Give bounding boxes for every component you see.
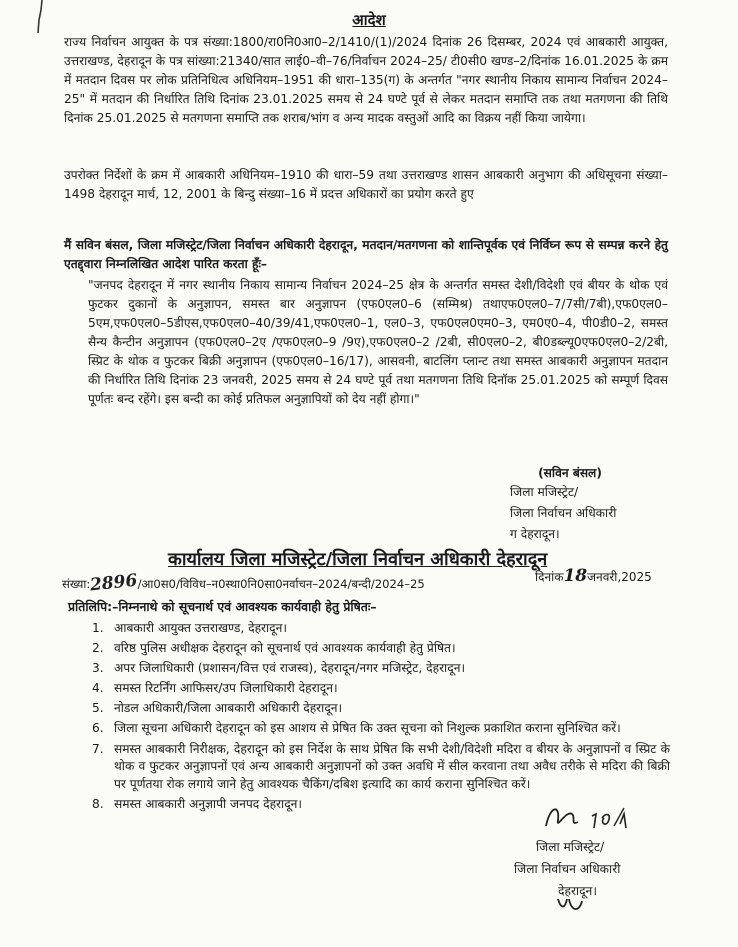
signature-block-2-designation	[514, 836, 664, 902]
designation-line-3: ग देहरादून।	[510, 527, 560, 541]
list-item-number: 8.	[92, 796, 104, 811]
list-item-text: समस्त आबकारी अनुज्ञापी जनपद देहरादून।	[114, 796, 303, 811]
paragraph-authority: उपरोक्त निर्देशों के क्रम में आबकारी अधिनियम–1910 की धारा–59 तथा उत्तराखण्ड शासन आबकारी अनुभाग की अधिसूचना संख्या–1498 देहरादून मार्च, 12, 2001 के बिन्दु संख्या–16 में प्रदत्त अधिकारों का प्रयोग करते हुए	[64, 168, 668, 201]
list-item-text: आबकारी आयुक्त उत्तराखण्ड, देहरादून।	[114, 621, 288, 635]
list-item	[92, 620, 670, 638]
document-title: आदेश	[352, 11, 386, 29]
list-item-text: वरिष्ठ पुलिस अधीक्षक देहरादून को सूचनार्थ एवं आवश्यक कार्यवाही हेतु प्रेषित।	[114, 641, 456, 656]
paragraph-reference: राज्य निर्वाचन आयुक्त के पत्र संख्या:1800/रा0नि0आ0–2/1410/(1)/2024 दिनांक 26 दिसम्बर, 2024 एवं आबकारी आयुक्त, उत्तराखण्ड, देहरादून के पत्र सांख्या:21340/सात लाई0–वी–76/निर्वाचन 2024–25/ टी0सी0 खण्ड–2/दिनांक 16.01.2025 के क्रम में मतदान दिवस पर लोक प्रतिनिधित्व अधिनियम–1951 की धारा–135(ग) के अन्तर्गत "नगर स्थानीय निकाय सामान्य निर्वाचन 2024–25" में मतदान की निर्धारित तिथि दिनांक 23.01.2025 समय से 24 घण्टे पूर्व से लेकर मतदान समाप्ति तक तथा मतगणना की तिथि दिनांक 25.01.2025 से मतगणना समाप्ति तक शराब/भांग व अन्य मादक वस्तुओं आदि का विक्रय नहीं किया जायेगा।	[64, 35, 668, 125]
date-day: 18	[563, 566, 588, 586]
list-item	[92, 640, 670, 658]
office-title: कार्यालय जिला मजिस्ट्रेट/जिला निर्वाचन अधिकारी देहरादून	[168, 549, 548, 570]
paragraph-order-statement: मैं सविन बंसल, जिला मजिस्ट्रेट/जिला निर्वाचन अधिकारी देहरादून, मतदान/मतगणना को शान्तिपूर्वक एवं निर्विघ्न रूप से सम्पन्न करने हेतु एतद्द्वारा निम्नलिखित आदेश पारित करता हूँः–	[64, 238, 668, 271]
signatory-name: (सविन बंसल)	[538, 466, 602, 480]
designation-line-3: देहरादून।	[558, 884, 597, 898]
list-item	[92, 680, 670, 698]
list-item	[92, 720, 670, 738]
list-item-text: जिला सूचना अधिकारी देहरादून को इस आशय से प्रेषित कि उक्त सूचना को निशुल्क प्रकाशित कराना सुनिश्चित करें।	[114, 721, 621, 736]
list-item-text: नोडल अधिकारी/जिला आबकारी अधिकारी देहरादून।	[114, 701, 343, 716]
reference-number: 2896	[89, 570, 139, 596]
reference-prefix: संख्या:	[62, 577, 91, 591]
date-rest: जनवरी,2025	[587, 570, 652, 584]
copy-heading: प्रतिलिपि:–निम्ननाथे को सूचनार्थ एवं आवश्यक कार्यवाही हेतु प्रेषितः–	[68, 599, 377, 614]
designation-line-2: जिला निर्वाचन अधिकारी	[514, 862, 621, 876]
list-item-number: 3.	[92, 661, 104, 676]
list-item-number: 6.	[92, 721, 104, 736]
handwritten-signature-2	[540, 800, 630, 834]
handwritten-initials	[555, 893, 585, 917]
list-item-number: 5.	[92, 701, 104, 716]
list-item-text: समस्त रिटर्निंग आफिसर/उप जिलाधिकारी देहरादून।	[114, 681, 338, 696]
date-row	[535, 566, 652, 586]
list-item-number: 2.	[92, 641, 104, 656]
designation-line-1: जिला मजिस्ट्रेट/	[536, 840, 605, 854]
list-item	[92, 660, 670, 678]
list-item-number: 1.	[92, 621, 104, 635]
list-item-number: 4.	[92, 681, 104, 696]
copy-list	[92, 620, 670, 816]
list-item-text: समस्त आबकारी निरीक्षक, देहरादून को इस निर्देश के साथ प्रेषित कि सभी देशी/विदेशी मदिरा व बीयर के अनुज्ञापनों व स्प्रिट के थोक व फुटकर अनुज्ञापनों एवं अन्य आबकारी अनुज्ञापनों को उक्त अवधि में सील करवाना तथा अवैध तरीके से मदिरा की बिक्री पर पूर्णतया रोक लगाये जाने हेतु आवश्यक चैकिंग/दबिश इत्यादि का कार्य कराना सुनिश्चित करें।	[114, 741, 670, 791]
list-item-text: अपर जिलाधिकारी (प्रशासन/वित्त एवं राजस्व), देहरादून/नगर मजिस्ट्रेट, देहरादून।	[114, 661, 466, 676]
list-item	[92, 700, 670, 718]
list-item	[92, 741, 670, 794]
order-text: "जनपद देहरादून में नगर स्थानीय निकाय सामान्य निर्वाचन 2024–25 क्षेत्र के अन्तर्गत समस्त देशी/विदेशी एवं बीयर के थोक एवं फुटकर दुकानों के अनुज्ञापन, समस्त बार अनुज्ञापन (एफ0एल0–6 (सम्मिश्र) तथाएफ0एल0–7/7सी/7बी),एफ0एल0–5एम,एफ0एल0–5डीएस,एफ0एल0–40/39/41,एफ0एल0–1, एल0–3, एफ0एल0एम0–3, एम0ए0–4, पी0डी0–2, समस्त सैन्य कैन्टीन अनुज्ञापन (एफ0एल0–2ए /एफ0एल0–9 /9ए),एफ0एल0–2 /2बी, सी0एल0–2, बी0डब्ल्यू0एफ0एल0–2/2बी, स्प्रिट के थोक व फुटकर बिक्री अनुज्ञापन (एफ0एल0–16/17), आसवनी, बाटलिंग प्लान्ट तथा समस्त आबकारी अनुज्ञापन मतदान की निर्धारित तिथि दिनांक 23 जनवरी, 2025 समय से 24 घण्टे पूर्व तथा मतगणना तिथि दिनॉक 25.01.2025 को सम्पूर्ण दिवस पूर्णतः बन्द रहेंगे। इस बन्दी का कोई प्रतिफल अनुज्ञापियों को देय नहीं होगा।"	[88, 278, 668, 406]
signature-block-1-designation	[510, 482, 650, 545]
reference-suffix: /आ0स0/विविध–न0स्था0नि0सा0नर्वाचन–2024/बन्दी/2024–25	[137, 577, 425, 591]
designation-line-1: जिला मजिस्ट्रेट/	[510, 485, 579, 499]
signature-block-1	[520, 463, 620, 484]
list-item-number: 7.	[92, 741, 104, 756]
date-prefix: दिनांक	[535, 570, 564, 584]
designation-line-2: जिला निर्वाचन अधिकारी	[510, 506, 617, 520]
